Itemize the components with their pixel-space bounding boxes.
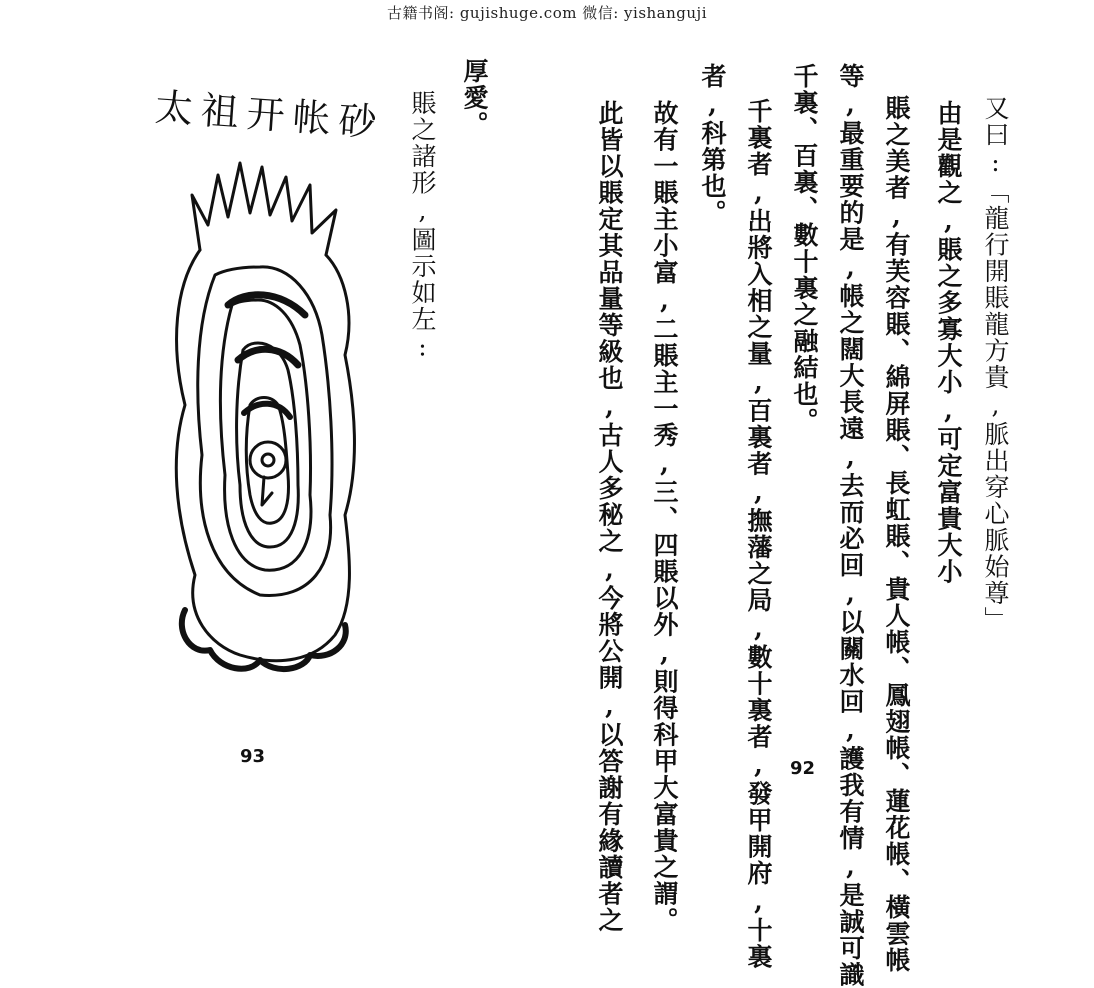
page-number-right: 92	[790, 758, 816, 779]
ring-5	[246, 398, 288, 524]
text-column-2: 由是觀之,賬之多寡大小,可定富貴大小	[934, 100, 963, 585]
zhang-sha-illustration	[140, 155, 380, 695]
core-tail	[262, 477, 272, 505]
text-column-1: 又曰:「龍行開賬龍方貴,脈出穿心脈始尊」	[981, 95, 1010, 633]
bottom-bumps	[182, 610, 346, 669]
text-column-4: 等,最重要的是,帳之闊大長遠,去而必回,以關水回,護我有情,是誠可識	[836, 63, 865, 988]
arc-top	[228, 295, 305, 315]
text-column-3: 賬之美者,有芙容賬、綿屏賬、長虹賬、貴人帳、鳳翅帳、蓮花帳、橫雲帳	[882, 95, 911, 974]
outer-crest	[192, 163, 336, 255]
text-column-5: 千裏、百裏、數十裏之融結也。	[790, 63, 819, 434]
arc-mid	[238, 349, 298, 365]
core-outer	[250, 442, 286, 478]
illustration-title: 太祖开帐砂	[153, 85, 387, 145]
text-column-9: 此皆以賬定其品量等級也,古人多秘之,今將公開,以答謝有緣讀者之	[595, 100, 624, 934]
text-column-7: 者,科第也。	[698, 63, 727, 226]
core-inner	[262, 454, 274, 466]
text-column-11: 賬之諸形,圖示如左:	[408, 90, 437, 363]
site-watermark: 古籍书阁: gujishuge.com 微信: yishanguji	[387, 4, 707, 22]
text-column-6: 千裏者,出將入相之量,百裏者,撫藩之局,數十裏者,發甲開府,十裏	[744, 98, 773, 970]
text-column-8: 故有一賬主小富,二賬主一秀,三、四賬以外,則得科甲大富貴之謂。	[650, 100, 679, 934]
arc-low	[244, 404, 290, 417]
page-number-left: 93	[240, 746, 266, 767]
text-column-10: 厚愛。	[460, 58, 489, 138]
